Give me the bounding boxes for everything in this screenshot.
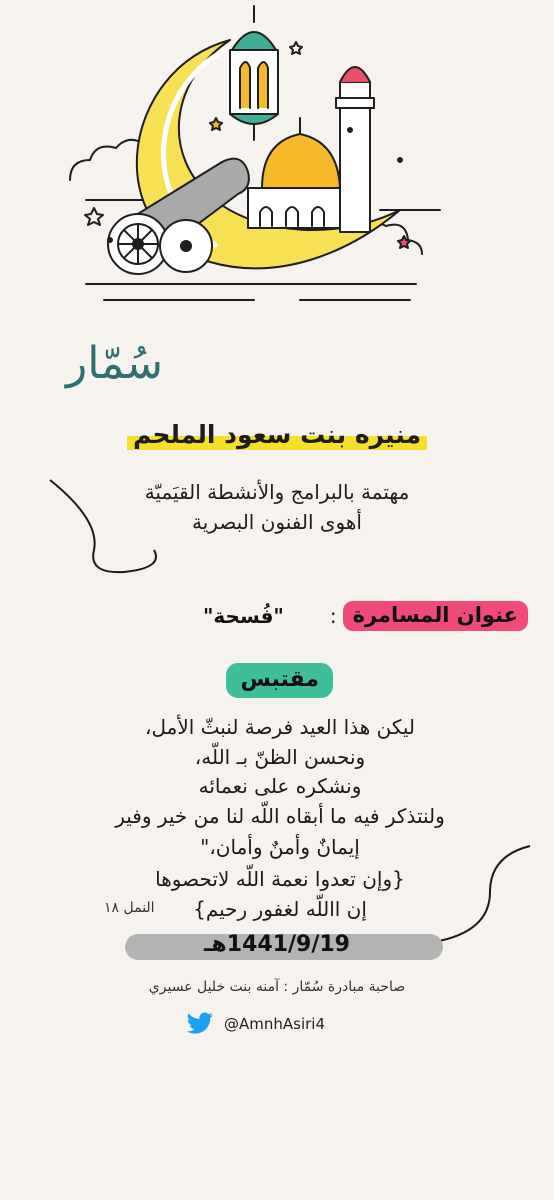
- quote-line: إيمانٌ وأمنٌ وأمان،": [200, 835, 360, 859]
- bio-line-1: مهتمة بالبرامج والأنشطة القيَميّة: [144, 480, 410, 504]
- talk-title-colon: :: [329, 604, 337, 628]
- quote-line: {وإن تعدوا نعمة اللّه لاتحصوها: [155, 867, 405, 891]
- talk-title-row: [203, 600, 528, 632]
- eid-illustration: [0, 0, 554, 330]
- mosque-dome: [262, 134, 340, 188]
- person-name: منيره بنت سعود الملحم: [127, 420, 427, 451]
- brand-logo: [66, 330, 196, 400]
- twitter-handle[interactable]: @AmnhAsiri4: [224, 1015, 326, 1033]
- person-name-row: [0, 420, 554, 451]
- twitter-row[interactable]: [186, 1010, 325, 1038]
- quote-line: ولنتذكر فيه ما أبقاه اللّه لنا من خير وفير: [115, 804, 445, 828]
- initiative-owner: صاحبة مبادرة سُمّار : آمنه بنت خليل عسيري: [148, 979, 406, 995]
- bio-line-2: أهوى الفنون البصرية: [192, 510, 362, 534]
- quote-line: ونحسن الظنّ بـ اللّه،: [194, 745, 366, 769]
- verse-reference: النمل ١٨: [104, 900, 155, 916]
- star-icon: [290, 42, 302, 54]
- twitter-bird-icon: [186, 1012, 214, 1036]
- star-icon: [85, 208, 103, 225]
- star-icon: [210, 118, 222, 130]
- talk-title-label: عنوان المسامرة: [343, 601, 528, 631]
- logo-text: سُمّار: [66, 338, 163, 389]
- lantern: [232, 32, 276, 50]
- hijri-date: 1441/9/19هـ: [203, 932, 350, 957]
- quote-label: مقتبس: [226, 663, 333, 698]
- quote-line: إن االلّه لغفور رحيم}: [193, 897, 367, 921]
- quote-line: ليكن هذا العيد فرصة لنبثّ الأمل،: [145, 715, 415, 739]
- talk-title-value: "فُسحة": [203, 604, 284, 628]
- quote-line: ونشكره على نعمائه: [198, 774, 362, 798]
